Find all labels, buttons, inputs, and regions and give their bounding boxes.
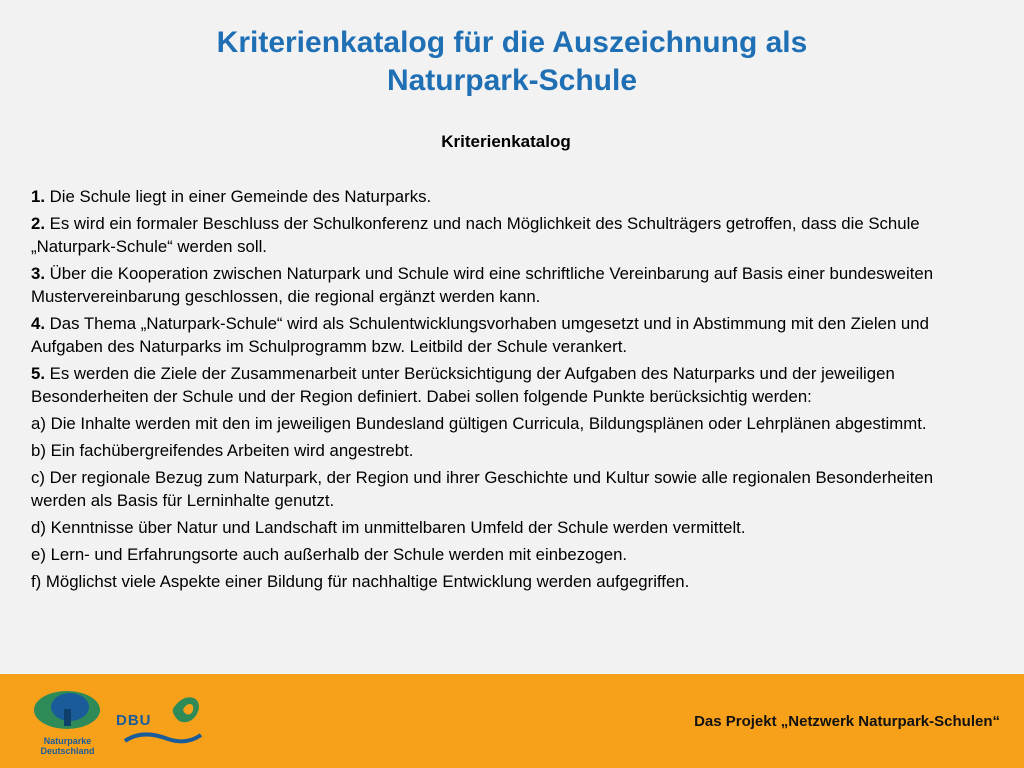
- page-title: [0, 24, 1024, 100]
- criteria-text: Das Thema „Naturpark-Schule“ wird als Schulentwicklungsvorhaben umgesetzt und in Abstimmung mit den Zielen und Aufgaben des Naturparks im Schulprogramm bzw. Leitbild der Schule verankert.: [31, 314, 929, 356]
- naturparke-tree-icon: [30, 686, 105, 736]
- criteria-list: [31, 185, 991, 597]
- criteria-number: 2.: [31, 214, 45, 233]
- criteria-text: Über die Kooperation zwischen Naturpark und Schule wird eine schriftliche Vereinbarung auf Basis einer bundesweiten Mustervereinbarung geschlossen, die regional ergänzt werden kann.: [31, 264, 934, 306]
- criteria-item: [31, 185, 991, 208]
- criteria-number: 4.: [31, 314, 45, 333]
- criteria-item: [31, 362, 991, 408]
- section-heading: Kriterienkatalog: [441, 132, 571, 151]
- naturparke-logo: [30, 686, 105, 756]
- criteria-text: b) Ein fachübergreifendes Arbeiten wird angestrebt.: [31, 441, 414, 460]
- criteria-text: Die Schule liegt in einer Gemeinde des Naturparks.: [45, 187, 432, 206]
- criteria-text: Es wird ein formaler Beschluss der Schulkonferenz und nach Möglichkeit des Schulträgers getroffen, dass die Schule „Naturpark-Schule“ werden soll.: [31, 214, 920, 256]
- criteria-number: 1.: [31, 187, 45, 206]
- footer-bar: [0, 674, 1024, 768]
- criteria-text: f) Möglichst viele Aspekte einer Bildung für nachhaltige Entwicklung werden aufgegriffen.: [31, 572, 690, 591]
- criteria-subitem: [31, 412, 991, 435]
- criteria-item: [31, 312, 991, 358]
- criteria-subitem: [31, 439, 991, 462]
- criteria-text: c) Der regionale Bezug zum Naturpark, der Region und ihrer Geschichte und Kultur sowie alle regionalen Besonderheiten werden als Basis für Lerninhalte genutzt.: [31, 468, 934, 510]
- criteria-subitem: [31, 516, 991, 539]
- criteria-text: d) Kenntnisse über Natur und Landschaft im unmittelbaren Umfeld der Schule werden vermittelt.: [31, 518, 746, 537]
- criteria-item: [31, 212, 991, 258]
- criteria-text: e) Lern- und Erfahrungsorte auch außerhalb der Schule werden mit einbezogen.: [31, 545, 628, 564]
- criteria-number: 3.: [31, 264, 45, 283]
- criteria-number: 5.: [31, 364, 45, 383]
- criteria-item: [31, 262, 991, 308]
- criteria-subitem: [31, 543, 991, 566]
- criteria-text: Es werden die Ziele der Zusammenarbeit unter Berücksichtigung der Aufgaben des Naturparks und der jeweiligen Besonderheiten der Schule und der Region definiert. Dabei sollen folgende Punkte berücksichtig werden:: [31, 364, 895, 406]
- project-caption: Das Projekt „Netzwerk Naturpark-Schulen“: [694, 713, 1000, 730]
- criteria-subitem: [31, 570, 991, 593]
- page-title-line-1: Kriterienkatalog für die Auszeichnung als: [216, 26, 808, 59]
- page-title-line-2: Naturpark-Schule: [386, 64, 638, 97]
- naturparke-logo-text: Naturparke Deutschland: [40, 736, 95, 756]
- criteria-text: a) Die Inhalte werden mit den im jeweiligen Bundesland gültigen Curricula, Bildungsplänen oder Lehrplänen abgestimmt.: [31, 414, 927, 433]
- dbu-logo-text: DBU: [116, 712, 152, 729]
- dbu-logo: [113, 686, 213, 756]
- criteria-subitem: [31, 466, 991, 512]
